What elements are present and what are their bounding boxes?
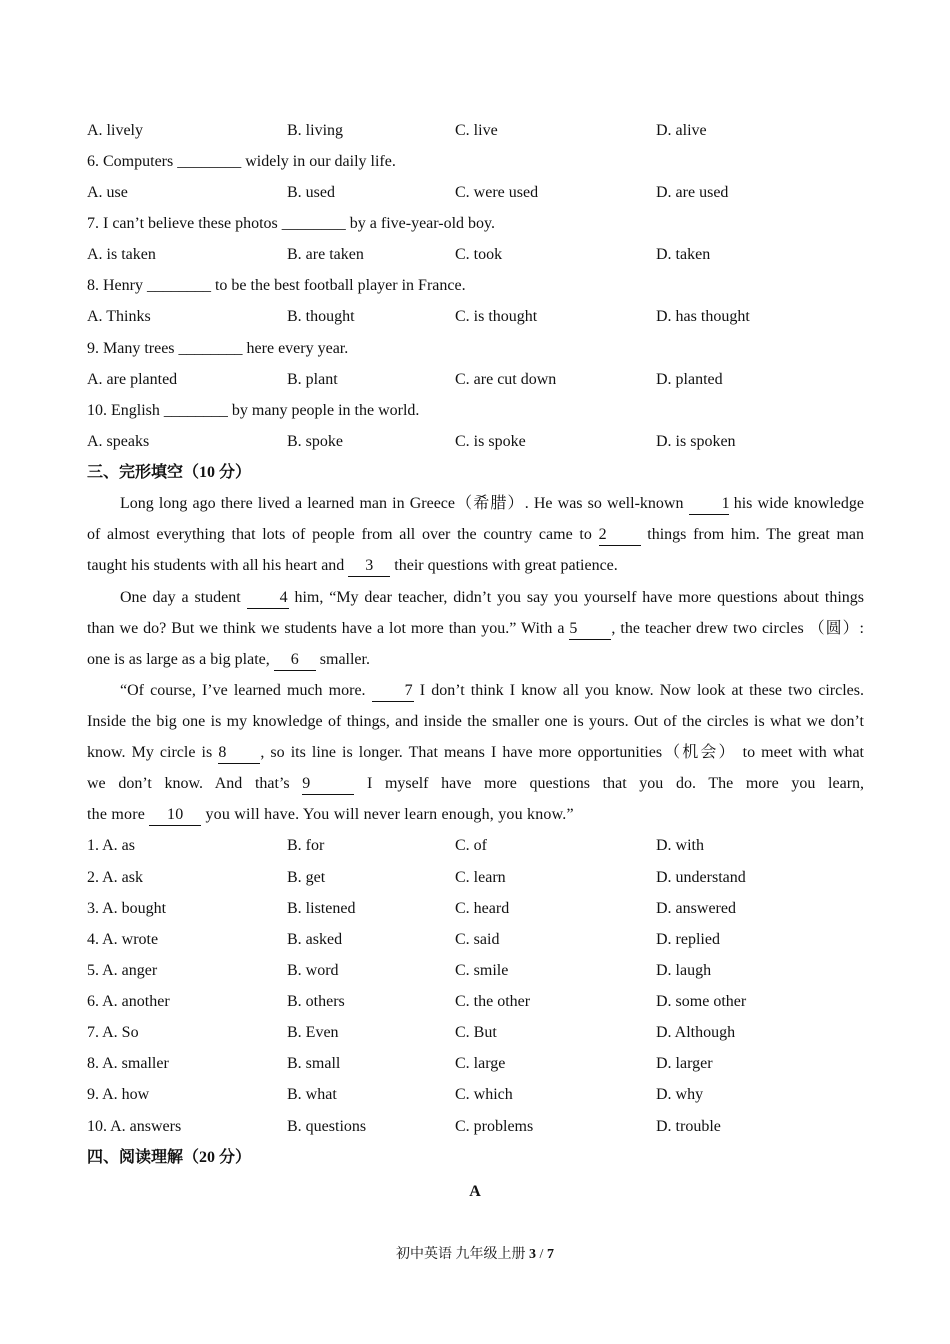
option: C. problems <box>455 1118 534 1135</box>
cloze-blank: 9 <box>302 774 354 795</box>
option: B. are taken <box>287 246 364 263</box>
q10-options <box>87 426 864 457</box>
option: B. small <box>287 1055 341 1072</box>
option: 7. A. So <box>87 1024 139 1041</box>
cloze-blank: 8 <box>218 743 260 764</box>
cloze-blank: 6 <box>274 650 316 671</box>
option: B. for <box>287 837 325 854</box>
question-8: 8. Henry ________ to be the best football player in France. <box>87 277 466 294</box>
option: B. get <box>287 869 326 886</box>
option: C. is spoke <box>455 433 526 450</box>
section-3-title: 三、完形填空（10 分） <box>87 464 252 481</box>
cloze-options-row <box>87 1111 864 1142</box>
option: 8. A. smaller <box>87 1055 169 1072</box>
option: C. of <box>455 837 487 854</box>
option: D. are used <box>656 184 729 201</box>
passage-line: Inside the big one is my knowledge of things, and inside the smaller one is yours. Out of the circles is what we don’t <box>87 713 864 730</box>
option: D. why <box>656 1086 704 1103</box>
passage-line: one is as large as a big plate, 6 smaller. <box>87 644 864 675</box>
option: D. trouble <box>656 1118 721 1135</box>
question-6: 6. Computers ________ widely in our daily life. <box>87 153 396 170</box>
page-footer: 初中英语 九年级上册 3 / 7 <box>396 1247 554 1262</box>
option: C. were used <box>455 184 539 201</box>
cloze-blank: 4 <box>247 588 289 609</box>
option: D. planted <box>656 371 723 388</box>
option: C. the other <box>455 993 531 1010</box>
option: 6. A. another <box>87 993 170 1010</box>
option: D. has thought <box>656 308 750 325</box>
passage-a-title: A <box>469 1183 481 1200</box>
passage-line: taught his students with all his heart and 3 their questions with great patience. <box>87 550 864 581</box>
option: A. are planted <box>87 371 178 388</box>
option: B. word <box>287 962 339 979</box>
passage-line: know. My circle is 8 , so its line is longer. That means I have more opportunities（机会） to meet with what <box>87 737 864 768</box>
option: C. are cut down <box>455 371 557 388</box>
cloze-options-row <box>87 893 864 924</box>
option: C. is thought <box>455 308 538 325</box>
option: D. taken <box>656 246 711 263</box>
cloze-options-row <box>87 986 864 1017</box>
option: C. learn <box>455 869 506 886</box>
cloze-options-row <box>87 1017 864 1048</box>
option: B. others <box>287 993 345 1010</box>
passage-line: of almost everything that lots of people from all over the country came to 2 things from him. The great man <box>87 519 864 550</box>
cloze-options-row <box>87 1048 864 1079</box>
q5-options <box>87 115 864 146</box>
cloze-options-row <box>87 830 864 861</box>
option: D. Although <box>656 1024 736 1041</box>
option: D. with <box>656 837 704 854</box>
option: D. is spoken <box>656 433 736 450</box>
option: A. lively <box>87 122 143 139</box>
question-7: 7. I can’t believe these photos ________ by a five-year-old boy. <box>87 215 496 232</box>
option: D. larger <box>656 1055 713 1072</box>
cloze-blank: 10 <box>149 805 201 826</box>
q6-options <box>87 177 864 208</box>
option: B. spoke <box>287 433 343 450</box>
cloze-options-row <box>87 1079 864 1110</box>
question-9: 9. Many trees ________ here every year. <box>87 340 349 357</box>
passage-line: the more 10 you will have. You will never learn enough, you know.” <box>87 799 864 830</box>
cloze-options-row <box>87 862 864 893</box>
page-number: 3 <box>529 1247 537 1262</box>
q9-options <box>87 364 864 395</box>
option: D. some other <box>656 993 747 1010</box>
section-4-title: 四、阅读理解（20 分） <box>87 1149 252 1166</box>
option: B. listened <box>287 900 356 917</box>
option: B. Even <box>287 1024 339 1041</box>
option: 3. A. bought <box>87 900 167 917</box>
option: 4. A. wrote <box>87 931 159 948</box>
option: D. answered <box>656 900 736 917</box>
cloze-blank: 1 <box>689 494 729 515</box>
option: D. understand <box>656 869 746 886</box>
option: 9. A. how <box>87 1086 150 1103</box>
cloze-options-row <box>87 955 864 986</box>
page-total: 7 <box>546 1247 554 1262</box>
option: C. large <box>455 1055 506 1072</box>
passage-line: One day a student 4 him, “My dear teacher, didn’t you say you yourself have more questions about things <box>87 582 864 613</box>
option: A. Thinks <box>87 308 151 325</box>
option: 2. A. ask <box>87 869 143 886</box>
option: D. alive <box>656 122 707 139</box>
passage-line: “Of course, I’ve learned much more. 7 I don’t think I know all you know. Now look at these two circles. <box>87 675 864 706</box>
cloze-blank: 3 <box>348 556 390 577</box>
cloze-blank: 7 <box>372 681 414 702</box>
option: C. took <box>455 246 503 263</box>
passage-line: than we do? But we think we students have a lot more than you.” With a 5 , the teacher drew two circles （圆）: <box>87 613 864 644</box>
option: C. But <box>455 1024 497 1041</box>
cloze-blank: 5 <box>569 619 611 640</box>
option: B. what <box>287 1086 337 1103</box>
passage-line: Long long ago there lived a learned man in Greece（希腊）. He was so well-known 1 his wide knowledge <box>87 488 864 519</box>
option: C. said <box>455 931 500 948</box>
option: D. replied <box>656 931 720 948</box>
option: B. plant <box>287 371 338 388</box>
option: B. thought <box>287 308 355 325</box>
option: C. live <box>455 122 498 139</box>
option: B. living <box>287 122 344 139</box>
cloze-blank: 2 <box>599 525 641 546</box>
option: A. is taken <box>87 246 156 263</box>
option: B. asked <box>287 931 343 948</box>
question-10: 10. English ________ by many people in the world. <box>87 402 420 419</box>
option: C. smile <box>455 962 509 979</box>
option: B. questions <box>287 1118 367 1135</box>
cloze-options-row <box>87 924 864 955</box>
option: 1. A. as <box>87 837 135 854</box>
q8-options <box>87 301 864 332</box>
q7-options <box>87 239 864 270</box>
option: D. laugh <box>656 962 712 979</box>
option: 10. A. answers <box>87 1118 182 1135</box>
option: C. which <box>455 1086 513 1103</box>
option: B. used <box>287 184 335 201</box>
footer-label: 初中英语 九年级上册 <box>396 1247 526 1262</box>
option: C. heard <box>455 900 510 917</box>
option: 5. A. anger <box>87 962 158 979</box>
option: A. speaks <box>87 433 150 450</box>
passage-line: we don’t know. And that’s 9 I myself have more questions that you do. The more you learn, <box>87 768 864 799</box>
option: A. use <box>87 184 128 201</box>
